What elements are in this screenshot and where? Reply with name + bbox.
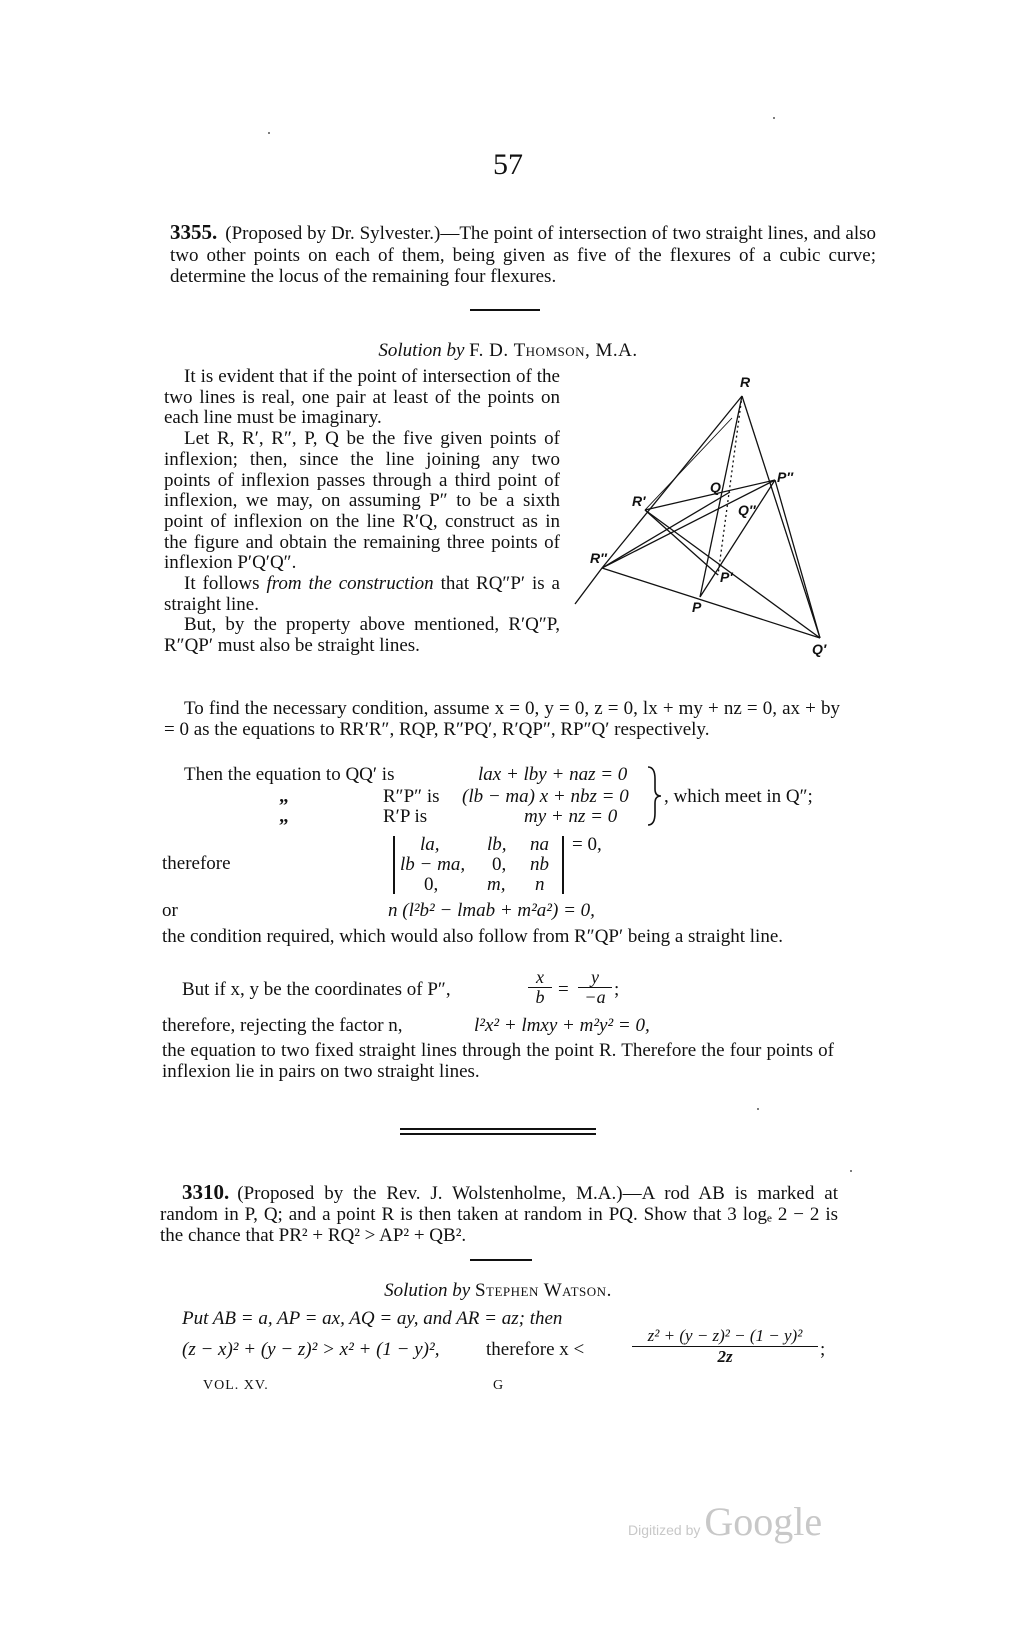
problem-3310 <box>160 1182 838 1246</box>
col-paragraph: Let R, R′, R″, P, Q be the five given points of inflexion; then, since the line joining any two points of inflexion passes through a third point of inflexion, we may, on assuming P″ to be a sixth point of inflexion on the line R′Q, construct as in the figure and obtain the remaining three points of inflexion P′Q′Q″. <box>164 428 560 574</box>
col-text: It follows <box>184 573 260 595</box>
ditto-mark: „ <box>279 786 289 807</box>
label-r-dprime: R″ <box>590 550 607 566</box>
divider-rule <box>470 309 540 311</box>
section-rule <box>400 1128 596 1130</box>
det-cell: nb <box>530 854 549 875</box>
therefore-text: therefore x < <box>486 1339 585 1360</box>
volume-label: VOL. XV. <box>203 1378 269 1393</box>
col-paragraph <box>164 574 560 615</box>
solution-prefix: Solution by <box>384 1280 471 1301</box>
col-paragraph: It is evident that if the point of intersection of the two lines is real, one pair at least of the points on each line must be imaginary. <box>164 366 560 429</box>
or-label: or <box>162 900 178 921</box>
col-text: that RQ″P′ is a straight line. <box>164 573 560 615</box>
det-cell: m, <box>487 874 506 895</box>
problem-number: 3310. <box>182 1180 230 1204</box>
col-paragraph: But, by the property above mentioned, R′Q″P, R″QP′ must also be straight lines. <box>164 614 560 657</box>
line-rpp-ppp <box>602 480 775 568</box>
label-r: R <box>740 374 751 390</box>
label-r-prime: R′ <box>632 493 646 509</box>
eq-label: R′P is <box>383 806 428 827</box>
det-cell: 0, <box>492 854 507 875</box>
equation-rp2: my + nz = 0 <box>524 806 618 827</box>
det-cell: 0, <box>424 874 439 895</box>
fraction-result <box>632 1326 818 1367</box>
page-number: 57 <box>493 148 523 181</box>
solution-heading <box>160 1280 836 1302</box>
solution-line: Put AB = a, AP = ax, AQ = ay, and AR = az; then <box>182 1308 563 1329</box>
digitized-watermark <box>628 1498 848 1545</box>
solution-heading <box>170 340 846 362</box>
solution-paragraph: the equation to two fixed straight lines through the point R. Therefore the four points of inflexion lie in pairs on two straight lines. <box>162 1040 834 1082</box>
label-p: P <box>692 599 702 615</box>
label-q-prime: Q′ <box>812 641 827 657</box>
frac-num: y <box>578 968 612 988</box>
frac-semicolon: ; <box>614 979 620 1000</box>
det-cell: la, <box>420 834 440 855</box>
solution-author: Stephen Watson. <box>474 1280 612 1301</box>
line-r-pp-dotted <box>718 396 742 575</box>
frac-den: 2z <box>717 1347 733 1366</box>
problem-3355 <box>170 222 876 288</box>
fraction-x-b <box>528 968 552 1007</box>
inequality: (z − x)² + (y − z)² > x² + (1 − y)², <box>182 1339 440 1360</box>
det-bar-left <box>393 836 395 894</box>
line-rpp-q2 <box>602 568 820 638</box>
coord-text: But if x, y be the coordinates of P″, <box>182 979 451 1000</box>
eq-intro: Then the equation to QQ′ is <box>184 764 395 785</box>
solution-author: F. D. Thomson, M.A. <box>469 340 638 361</box>
line-ppp-p <box>700 480 775 597</box>
therefore-label: therefore <box>162 853 231 874</box>
condition-equation: n (l²b² − lmab + m²a²) = 0, <box>388 900 595 921</box>
speck <box>757 1108 759 1110</box>
frac-semicolon: ; <box>820 1339 826 1360</box>
line-rpp-qpp <box>602 492 730 568</box>
solution-paragraph: the condition required, which would also follow from R″QP′ being a straight line. <box>162 926 784 947</box>
section-rule <box>400 1133 596 1135</box>
line-ppp-q2 <box>775 480 820 638</box>
frac-num: z² + (y − z)² − (1 − y)² <box>632 1326 818 1347</box>
speck <box>773 117 775 119</box>
frac-num: x <box>528 968 552 988</box>
google-logo: Google <box>704 1499 823 1544</box>
problem-text: (Proposed by the Rev. J. Wolstenholme, M.A.)—A rod AB is marked at random in P, Q; and a point R is then taken at random in PQ. Show that 3 logₑ 2 − 2 is the chance that PR² + RQ² > AP² + QB². <box>160 1183 838 1246</box>
label-p-dprime: P″ <box>777 469 794 485</box>
ditto-mark: „ <box>279 806 289 827</box>
reject-equation: l²x² + lmxy + m²y² = 0, <box>474 1015 650 1036</box>
solution-column <box>164 367 560 657</box>
frac-den: b <box>535 987 545 1007</box>
det-equals: = 0, <box>572 834 602 855</box>
brace <box>645 765 663 827</box>
line-rp-r <box>645 418 732 510</box>
watermark-prefix: Digitized by <box>628 1522 701 1538</box>
frac-equals: = <box>558 979 569 1000</box>
det-cell: lb − ma, <box>400 854 466 875</box>
meet-text: , which meet in Q″; <box>664 786 813 807</box>
eq-label: R″P″ is <box>383 786 440 807</box>
col-italic: from the construction <box>266 573 434 595</box>
signature-mark: G <box>493 1378 504 1393</box>
det-bar-right <box>562 836 564 894</box>
det-cell: na <box>530 834 549 855</box>
line-rp-pp <box>645 510 718 575</box>
label-q: Q <box>710 479 721 495</box>
solution-paragraph: To find the necessary condition, assume x = 0, y = 0, z = 0, lx + my + nz = 0, ax + by = 0 as the equations to RR′R″, RQP, R″PQ′, R′QP″, RP″Q′ respectively. <box>164 698 840 740</box>
line-tail <box>575 568 602 604</box>
label-q-dprime: Q″ <box>738 502 756 518</box>
speck <box>850 1170 852 1172</box>
det-cell: lb, <box>487 834 507 855</box>
speck <box>268 132 270 134</box>
problem-number: 3355. <box>170 220 218 244</box>
inflexion-figure <box>570 370 850 660</box>
divider-rule <box>470 1259 532 1261</box>
fraction-y-a <box>578 968 612 1007</box>
det-cell: n <box>535 874 545 895</box>
frac-den: −a <box>584 987 606 1007</box>
reject-text: therefore, rejecting the factor n, <box>162 1015 403 1036</box>
equation-rp: (lb − ma) x + nbz = 0 <box>462 786 629 807</box>
problem-text: (Proposed by Dr. Sylvester.)—The point of intersection of two straight lines, and also two other points on each of them, being given as five of the flexures of a cubic curve; determine the locus of the remaining four flexures. <box>170 223 876 287</box>
solution-prefix: Solution by <box>378 340 465 361</box>
label-p-prime: P′ <box>720 569 733 585</box>
equation-qq: lax + lby + naz = 0 <box>478 764 628 785</box>
